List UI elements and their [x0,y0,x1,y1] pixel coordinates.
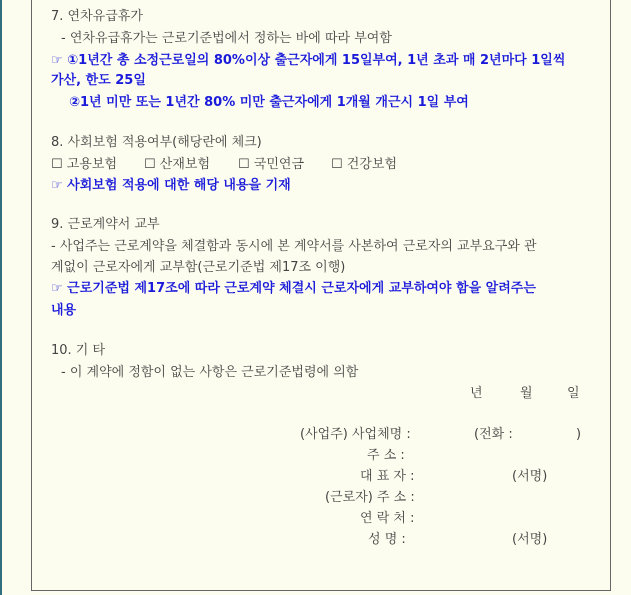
checkbox-employment-insurance[interactable]: ☐ 고용보험 [51,157,118,172]
section9-desc1: - 사업주는 근로계약을 체결함과 동시에 본 계약서를 사본하여 근로자의 교부요구와 관 [51,239,537,254]
representative-label: 대 표 자 : [360,469,415,484]
phone-label: (전화 : [474,427,513,442]
phone-close-paren: ) [576,427,582,442]
date-year-label: 년 [470,386,483,401]
contact-label: 연 락 처 : [360,511,415,526]
worker-address-label: (근로자) 주 소 : [325,490,415,505]
date-day-label: 일 [567,386,580,401]
section9-desc2: 계없이 근로자에게 교부함(근로기준법 제17조 이행) [51,260,346,275]
section9-note1: ☞ 근로기준법 제17조에 따라 근로계약 체결시 근로자에게 교부하여야 함을 알려주는 [51,281,536,296]
section7-desc: - 연차유급휴가는 근로기준법에서 정하는 바에 따라 부여함 [61,31,392,46]
employer-address-label: 주 소 : [367,448,405,463]
employer-business-name-label: (사업주) 사업체명 : [300,427,411,442]
section10-title: 10. 기 타 [51,343,106,358]
checkbox-health-insurance[interactable]: ☐ 건강보험 [331,157,398,172]
section8-note: ☞ 사회보험 적용에 대한 해당 내용을 기재 [51,178,291,193]
section7-title: 7. 연차유급휴가 [51,9,143,24]
section10-desc: - 이 계약에 정함이 없는 사항은 근로기준법령에 의함 [61,365,359,380]
date-month-label: 월 [520,386,533,401]
checkbox-industrial-accident-insurance[interactable]: ☐ 산재보험 [144,157,211,172]
worker-name-label: 성 명 : [368,532,406,547]
worker-signature-mark: (서명) [512,532,548,547]
section9-title: 9. 근로계약서 교부 [51,217,160,232]
section7-note2: ②1년 미만 또는 1년간 80% 미만 출근자에게 1개월 개근시 1일 부여 [69,95,469,110]
section8-title: 8. 사회보험 적용여부(해당란에 체크) [51,135,262,150]
left-border-bar [0,0,2,595]
section9-note2: 내용 [51,303,77,318]
employer-signature-mark: (서명) [512,469,548,484]
checkbox-national-pension[interactable]: ☐ 국민연금 [238,157,305,172]
section7-note1a: ☞ ①1년간 총 소정근로일의 80%이상 출근자에게 15일부여, 1년 초과 매 2년마다 1일씩 [51,53,566,68]
section7-note1b: 가산, 한도 25일 [51,73,146,88]
insurance-options [51,156,397,174]
